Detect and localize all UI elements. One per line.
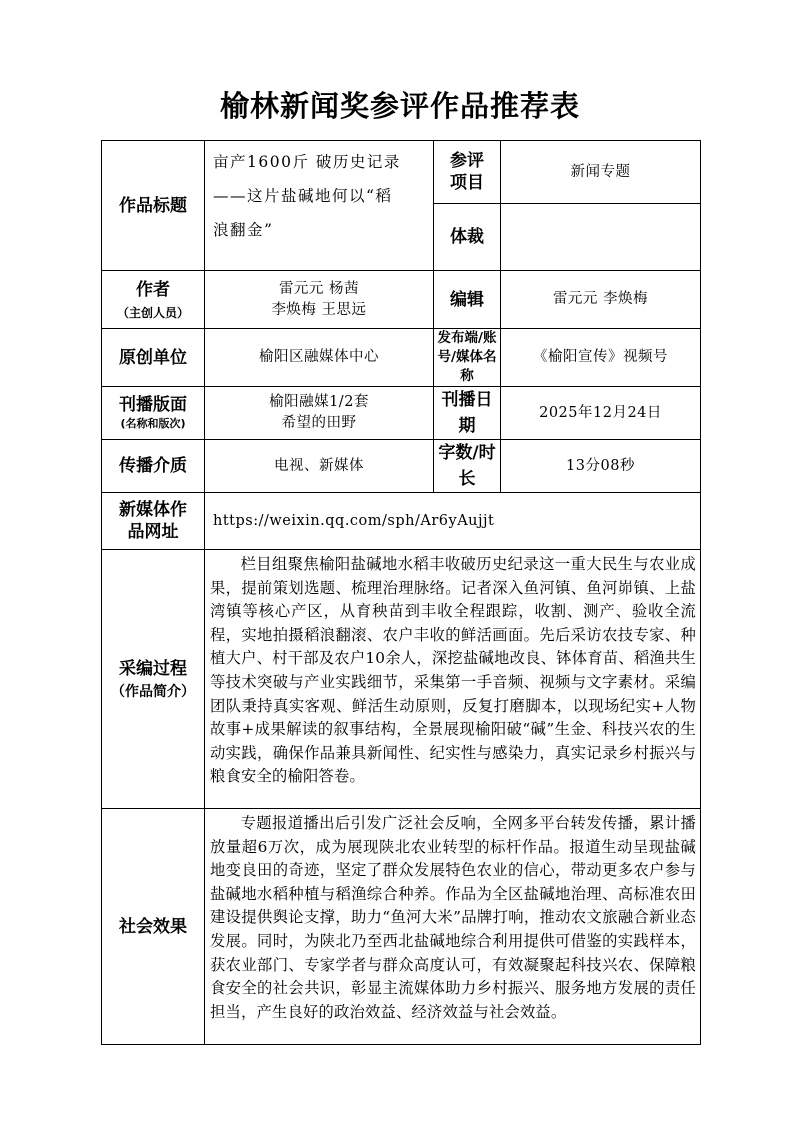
table-row xyxy=(102,550,701,809)
category-value: 新闻专题 xyxy=(501,141,701,204)
publish-platform-value: 《榆阳宣传》视频号 xyxy=(501,329,701,387)
author-sub-label: （主创人员） xyxy=(116,305,189,320)
original-unit-label: 原创单位 xyxy=(102,329,205,387)
work-title-label: 作品标题 xyxy=(102,141,205,271)
work-title-line: 浪翻金” xyxy=(213,221,274,239)
url-label: 新媒体作品网址 xyxy=(102,493,205,550)
layout-value xyxy=(205,387,434,440)
length-label: 字数/时长 xyxy=(434,440,501,493)
process-label: 采编过程 xyxy=(119,659,187,679)
editor-value: 雷元元 李焕梅 xyxy=(501,271,701,329)
publish-platform-label: 发布端/账号/媒体名称 xyxy=(434,329,501,387)
effect-label: 社会效果 xyxy=(102,809,205,1045)
page-title: 榆林新闻奖参评作品推荐表 xyxy=(219,89,580,123)
table-row xyxy=(102,387,701,440)
authors-line: 雷元元 杨茜 xyxy=(278,280,360,297)
effect-text: 专题报道播出后引发广泛社会反响，全网多平台转发传播，累计播放量超6万次，成为展现陕北农业转型的标杆作品。报道生动呈现盐碱地变良田的奇迹，坚定了群众发展特色农业的信心，带动更多农户参与盐碱地水稻种植与稻渔综合种养。作品为全区盐碱地治理、高标准农田建设提供舆论支撑，助力“鱼河大米”品牌打响，推动农文旅融合新业态发展。同时，为陕北乃至西北盐碱地综合利用提供可借鉴的实践样本，获农业部门、专家学者与群众高度认可，有效凝聚起科技兴农、保障粮食安全的社会共识，彰显主流媒体助力乡村振兴、服务地方发展的责任担当，产生良好的政治效益、经济效益与社会效益。 xyxy=(205,809,701,1045)
editor-label: 编辑 xyxy=(434,271,501,329)
author-label-cell xyxy=(102,271,205,329)
medium-label: 传播介质 xyxy=(102,440,205,493)
layout-line: 榆阳融媒1/2套 xyxy=(269,394,369,410)
work-title-value xyxy=(205,141,434,271)
table-row xyxy=(102,271,701,329)
publish-date-label: 刊播日期 xyxy=(434,387,501,440)
layout-label-cell xyxy=(102,387,205,440)
url-value[interactable]: https://weixin.qq.com/sph/Ar6yAujjt xyxy=(205,493,701,550)
process-text: 栏目组聚焦榆阳盐碱地水稻丰收破历史纪录这一重大民生与农业成果，提前策划选题、梳理治理脉络。记者深入鱼河镇、鱼河峁镇、上盐湾镇等核心产区，从育秧苗到丰收全程跟踪，收割、测产、验收全流程，实地拍摄稻浪翻滚、农户丰收的鲜活画面。先后采访农技专家、种植大户、村干部及农户10余人，深挖盐碱地改良、钵体育苗、稻渔共生等技术突破与产业实践细节，采集第一手音频、视频与文字素材。采编团队秉持真实客观、鲜活生动原则，反复打磨脚本，以现场纪实+人物故事+成果解读的叙事结构，全景展现榆阳破“碱”生金、科技兴农的生动实践，确保作品兼具新闻性、纪实性与感染力，真实记录乡村振兴与粮食安全的榆阳答卷。 xyxy=(205,550,701,809)
table-row xyxy=(102,493,701,550)
medium-value: 电视、新媒体 xyxy=(205,440,434,493)
table-row xyxy=(102,809,701,1045)
layout-label: 刊播版面 xyxy=(119,395,187,415)
table-row xyxy=(102,329,701,387)
layout-sub-label: (名称和版次) xyxy=(120,417,186,430)
recommendation-form-table xyxy=(101,140,701,1045)
author-label: 作者 xyxy=(136,279,170,300)
layout-line: 希望的田野 xyxy=(281,415,357,431)
authors-value xyxy=(205,271,434,329)
work-title-line: ——这片盐碱地何以“稻 xyxy=(213,187,393,205)
table-row xyxy=(102,440,701,493)
process-label-cell xyxy=(102,550,205,809)
work-title-line: 亩产1600斤 破历史记录 xyxy=(213,153,401,171)
genre-value xyxy=(501,204,701,271)
length-value: 13分08秒 xyxy=(501,440,701,493)
genre-label: 体裁 xyxy=(434,204,501,271)
authors-line: 李焕梅 王思远 xyxy=(271,301,367,318)
category-label: 参评项目 xyxy=(434,141,501,204)
process-sub-label: （作品简介） xyxy=(111,684,195,700)
original-unit-value: 榆阳区融媒体中心 xyxy=(205,329,434,387)
table-row xyxy=(102,141,701,204)
publish-date-value: 2025年12月24日 xyxy=(501,387,701,440)
